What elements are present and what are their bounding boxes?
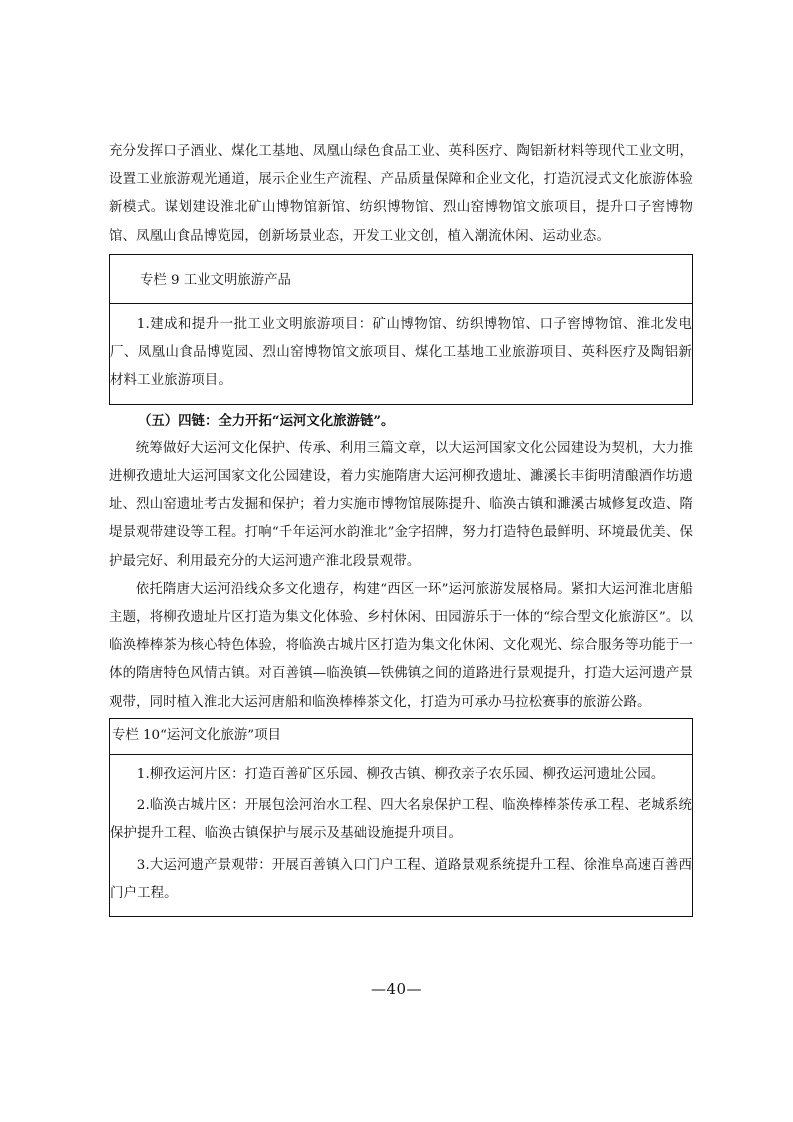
section-5-paragraph: 统筹做好大运河文化保护、传承、利用三篇文章，以大运河国家文化公园建设为契机，大力推进柳孜遗址大运河国家文化公园建设，着力实施隋唐大运河柳孜遗址、濉溪长丰街明清酿酒作坊遗址、烈山窑遗址考古发掘和保护；着力实施市博物馆展陈提升、临涣古镇和濉溪古城修复改造、隋堤景观带建设等工程。打响“千年运河水韵淮北”金字招牌，努力打造特色最鲜明、环境最优美、保护最完好、利用最充分的大运河遗产淮北段景观带。: [109, 440, 693, 569]
box-10-title: 专栏 10“运河文化旅游”项目: [110, 719, 692, 755]
box-9-body: [110, 304, 692, 404]
box-9-item: 1.建成和提升一批工业文明旅游项目：矿山博物馆、纺织博物馆、口子窖博物馆、淮北发电厂、凤凰山食品博览园、烈山窑博物馆文旅项目、煤化工基地工业旅游项目、英科医疗及陶铝新材料工业旅游项目。: [110, 317, 692, 389]
document-page: [109, 138, 693, 917]
box-10-item: 2.临涣古城片区：开展包浍河治水工程、四大名泉保护工程、临涣棒棒茶传承工程、老城系统保护提升工程、临涣古镇保护与展示及基础设施提升项目。: [110, 798, 692, 842]
box-9-title: 专栏 9 工业文明旅游产品: [110, 255, 692, 304]
page-number: —40—: [370, 980, 423, 998]
box-10-item: 3.大运河遗产景观带：开展百善镇入口门户工程、道路景观系统提升工程、徐淮阜高速百善西门户工程。: [110, 857, 692, 901]
box-9: [109, 254, 693, 405]
section-5-paragraph: 依托隋唐大运河沿线众多文化遗存，构建“西区一环”运河旅游发展格局。紧扣大运河淮北唐船主题，将柳孜遗址片区打造为集文化体验、乡村休闲、田园游乐于一体的“综合型文化旅游区”。以临涣棒棒茶为核心特色体验，将临涣古城片区打造为集文化休闲、文化观光、综合服务等功能于一体的隋唐特色风情古镇。对百善镇—临涣镇—铁佛镇之间的道路进行景观提升，打造大运河遗产景观带，同时植入淮北大运河唐船和临涣棒棒茶文化，打造为可承办马拉松赛事的旅游公路。: [109, 581, 693, 710]
box-10: [109, 718, 693, 917]
intro-paragraph: 充分发挥口子酒业、煤化工基地、凤凰山绿色食品工业、英科医疗、陶铝新材料等现代工业文明，设置工业旅游观光通道，展示企业生产流程、产品质量保障和企业文化，打造沉浸式文化旅游体验新模式。谋划建设淮北矿山博物馆新馆、纺织博物馆、烈山窑博物馆文旅项目，提升口子窖博物馆、凤凰山食品博览园，创新场景业态，开发工业文创，植入潮流休闲、运动业态。: [109, 144, 693, 244]
section-5-heading: （五）四链：全力开拓“运河文化旅游链”。: [138, 412, 395, 429]
box-10-body: [110, 755, 692, 916]
box-10-item: 1.柳孜运河片区：打造百善矿区乐园、柳孜古镇、柳孜亲子农乐园、柳孜运河遗址公园。: [136, 767, 665, 783]
